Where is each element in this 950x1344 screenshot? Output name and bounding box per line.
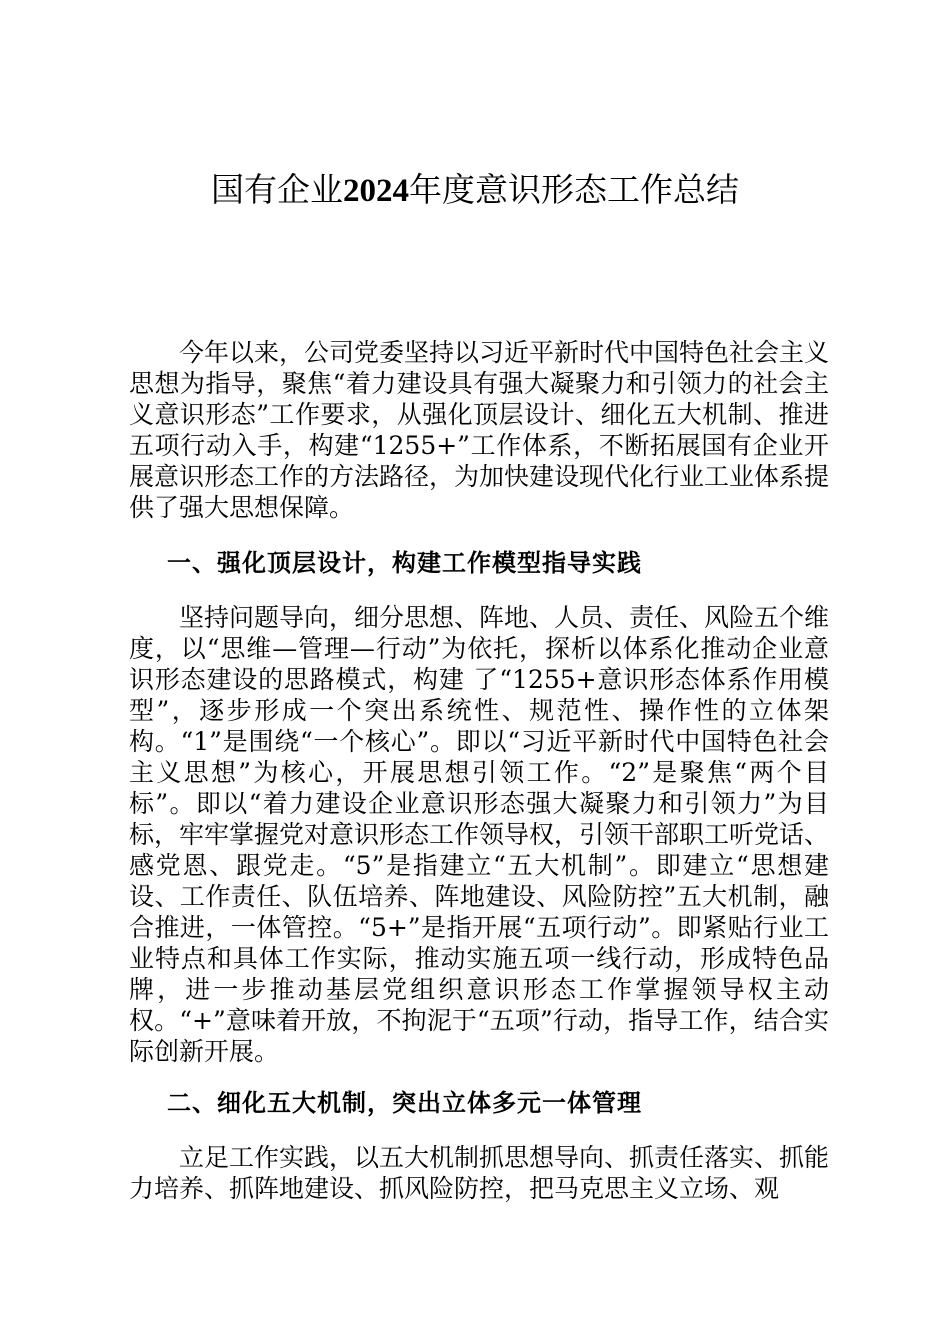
section-2-heading: 二、细化五大机制，突出立体多元一体管理 [167, 1088, 642, 1117]
section-1-heading: 一、强化顶层设计，构建工作模型指导实践 [167, 548, 642, 577]
intro-paragraph: 今年以来，公司党委坚持以习近平新时代中国特色社会主义思想为指导，聚焦“着力建设具有强大凝聚力和引领力的社会主义意识形态”工作要求，从强化顶层设计、细化五大机制、推进五项行动入手，构建“1255+”工作体系，不断拓展国有企业开展意识形态工作的方法路径，为加快建设现代化行业工业体系提供了强大思想保障。 [129, 338, 830, 522]
title-year: 2024 [343, 173, 409, 209]
document-title [0, 166, 950, 215]
title-prefix: 国有企业 [211, 170, 343, 209]
section-1-paragraph: 坚持问题导向，细分思想、阵地、人员、责任、风险五个维度，以“思维—管理—行动”为依托，探析以体系化推动企业意识形态建设的思路模式，构建 了“1255+意识形态体系作用模型”，逐步形成一个突出系统性、规范性、操作性的立体架构。“1”是围绕“一个核心”。即以“习近平新时代中国特色社会主义思想”为核心，开展思想引领工作。“2”是聚焦“两个目标”。即以“着力建设企业意识形态强大凝聚力和引领力”为目标，牢牢掌握党对意识形态工作领导权，引领干部职工听党话、感党恩、跟党走。“5”是指建立“五大机制”。即建立“思想建设、工作责任、队伍培养、阵地建设、风险防控”五大机制，融合推进，一体管控。“5+”是指开展“五项行动”。即紧贴行业工业特点和具体工作实际，推动实施五项一线行动，形成特色品牌，进一步推动基层党组织意识形态工作掌握领导权主动权。“+”意味着开放，不拘泥于“五项”行动，指导工作，结合实际创新开展。 [129, 603, 830, 1066]
section-2-paragraph: 立足工作实践，以五大机制抓思想导向、抓责任落实、抓能力培养、抓阵地建设、抓风险防控，把马克思主义立场、观 [129, 1143, 830, 1203]
document-body [129, 337, 829, 1204]
title-suffix: 年度意识形态工作总结 [409, 170, 739, 209]
